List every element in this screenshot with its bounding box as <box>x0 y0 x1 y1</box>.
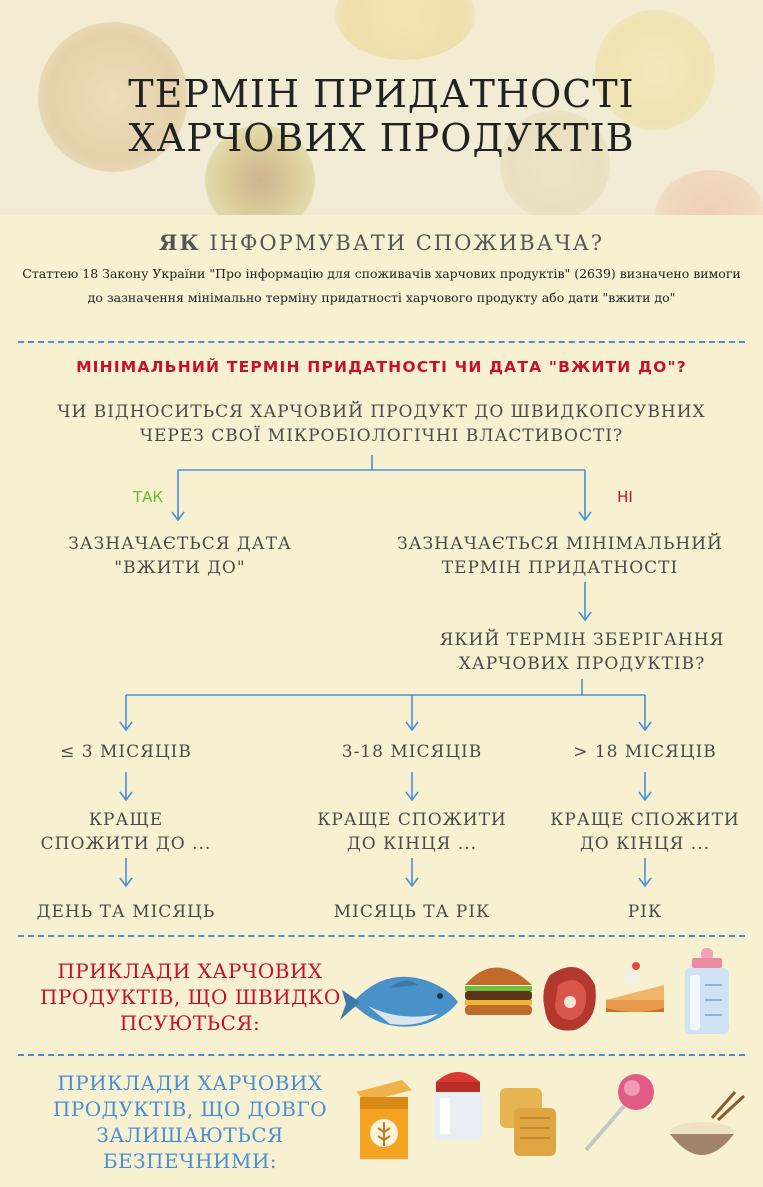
law-text: Статтею 18 Закону України "Про інформацію для споживачів харчових продуктів" (2639) визначено вимоги до зазначення мінімально терміну придатності харчового продукту або дати "вжити до" <box>22 266 741 305</box>
result-use-by-line-2: "ВЖИТИ ДО" <box>114 558 246 578</box>
title-line-2: ХАРЧОВИХ ПРОДУКТІВ <box>128 116 635 160</box>
cereal-box-icon <box>356 1080 412 1159</box>
branch-period-medium: 3-18 МІСЯЦІВ <box>341 742 483 762</box>
crackers-icon <box>500 1088 556 1156</box>
durable-label-line-3: ЗАЛИШАЮТЬСЯ <box>96 1123 284 1147</box>
rice-bowl-icon <box>670 1092 744 1155</box>
branch-period-short: ≤ 3 МІСЯЦІВ <box>60 742 192 762</box>
salt-shaker-icon <box>434 1072 482 1140</box>
branch-phrase-long-line-2: ДО КІНЦЯ ... <box>579 834 711 854</box>
branch-phrase-long-line-1: КРАЩЕ СПОЖИТИ <box>550 810 740 830</box>
result-min-shelf-life-line-1: ЗАЗНАЧАЄТЬСЯ МІНІМАЛЬНИЙ <box>397 534 723 554</box>
question-perishable-line-1: ЧИ ВІДНОСИТЬСЯ ХАРЧОВИЙ ПРОДУКТ ДО ШВИДКОПСУВНИХ <box>57 402 706 422</box>
durable-label-line-2: ПРОДУКТІВ, ЩО ДОВГО <box>52 1097 328 1121</box>
branch-result-medium: МІСЯЦЬ ТА РІК <box>333 902 491 922</box>
branch-phrase-short-line-2: СПОЖИТИ ДО ... <box>40 834 212 854</box>
lollipop-icon <box>586 1074 654 1150</box>
branch-phrase-medium-line-2: ДО КІНЦЯ ... <box>346 834 478 854</box>
yes-label: ТАК <box>132 488 164 506</box>
durable-label-line-4: БЕЗПЕЧНИМИ: <box>102 1149 278 1173</box>
perishable-label-line-3: ПСУЮТЬСЯ: <box>119 1011 261 1035</box>
branch-result-short: ДЕНЬ ТА МІСЯЦЬ <box>36 902 216 922</box>
durable-label-line-1: ПРИКЛАДИ ХАРЧОВИХ <box>57 1071 323 1095</box>
question-perishable-line-2: ЧЕРЕЗ СВОЇ МІКРОБІОЛОГІЧНІ ВЛАСТИВОСТІ? <box>139 426 624 446</box>
perishable-label-line-1: ПРИКЛАДИ ХАРЧОВИХ <box>57 959 323 983</box>
title-line-1: ТЕРМІН ПРИДАТНОСТІ <box>128 72 635 116</box>
branch-phrase-short-line-1: КРАЩЕ <box>88 810 164 830</box>
branch-phrase-medium-line-1: КРАЩЕ СПОЖИТИ <box>317 810 507 830</box>
result-use-by-line-1: ЗАЗНАЧАЄТЬСЯ ДАТА <box>68 534 292 554</box>
inform-heading-strong: ЯК <box>159 230 201 255</box>
question-storage-line-2: ХАРЧОВИХ ПРОДУКТІВ? <box>458 654 706 674</box>
branch-result-long: РІК <box>627 902 663 922</box>
question-storage-line-1: ЯКИЙ ТЕРМІН ЗБЕРІГАННЯ <box>439 630 725 650</box>
branch-period-long: > 18 МІСЯЦІВ <box>573 742 717 762</box>
perishable-label-line-2: ПРОДУКТІВ, ЩО ШВИДКО <box>40 985 341 1009</box>
inform-heading-rest: ІНФОРМУВАТИ СПОЖИВАЧА? <box>200 231 604 255</box>
flow-heading: МІНІМАЛЬНИЙ ТЕРМІН ПРИДАТНОСТІ ЧИ ДАТА "ВЖИТИ ДО"? <box>76 358 687 376</box>
result-min-shelf-life-line-2: ТЕРМІН ПРИДАТНОСТІ <box>441 558 679 578</box>
no-label: НІ <box>617 488 633 506</box>
